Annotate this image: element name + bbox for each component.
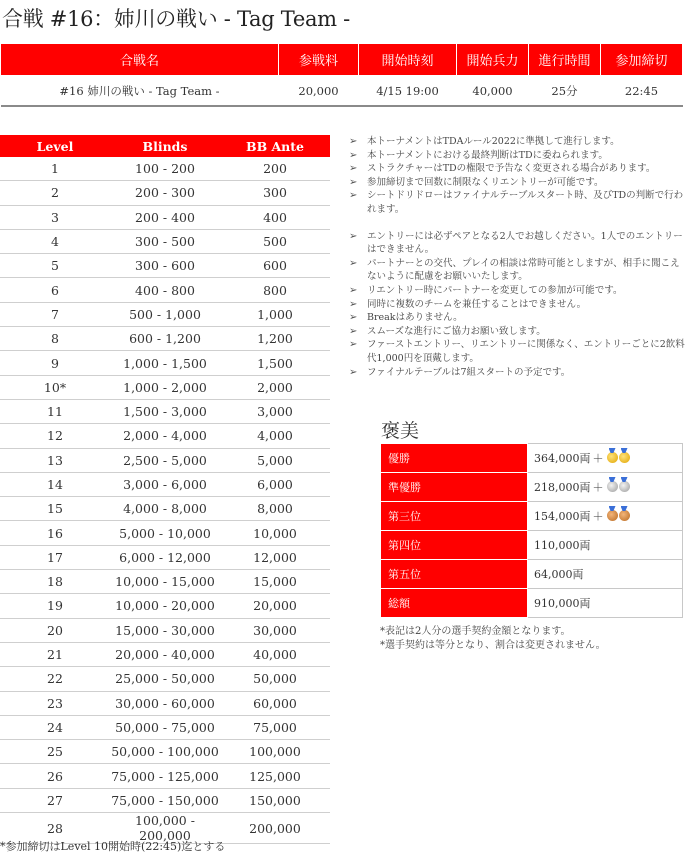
blinds-cell-level: 19 [0,594,110,618]
blinds-row [0,254,330,278]
blinds-cell-level: 10* [0,375,110,399]
gold-medal-icon [607,452,618,463]
blinds-cell-blinds: 2,500 - 5,000 [110,448,220,472]
prize-label: 第五位 [381,560,528,589]
blinds-cell-level: 3 [0,205,110,229]
prize-plus: ＋ [592,510,604,523]
blinds-cell-ante: 125,000 [220,764,330,788]
blinds-cell-ante: 1,000 [220,302,330,326]
rule-item: ➢ シートドリドローはファイナルテーブルスタート時、及びTDの判断で行われます。 [349,189,685,216]
blinds-row [0,327,330,351]
blinds-cell-level: 8 [0,327,110,351]
blinds-row [0,205,330,229]
blinds-row [0,278,330,302]
rule-item: ➢ スムーズな進行にご協力お願い致します。 [349,325,685,339]
blinds-cell-level: 2 [0,181,110,205]
blinds-cell-level: 5 [0,254,110,278]
prize-amount: 110,000両 [534,539,591,552]
blinds-cell-blinds: 1,500 - 3,000 [110,399,220,423]
blinds-cell-ante: 30,000 [220,618,330,642]
blinds-cell-blinds: 15,000 - 30,000 [110,618,220,642]
blinds-footnote: *参加締切はLevel 10開始時(22:45)迄とする [0,840,226,853]
blinds-cell-level: 1 [0,157,110,181]
blinds-cell-blinds: 100,000 - 200,000 [110,813,220,844]
prize-value-cell [528,531,683,560]
blinds-row [0,302,330,326]
summary-header-start: 開始時刻 [359,44,457,76]
blinds-cell-level: 15 [0,497,110,521]
blinds-cell-level: 9 [0,351,110,375]
prize-label: 総額 [381,589,528,618]
blinds-cell-blinds: 10,000 - 15,000 [110,570,220,594]
page-title: 合戦 #16：姉川の戦い - Tag Team - [2,7,350,31]
blinds-cell-ante: 60,000 [220,691,330,715]
rule-item: ➢ リエントリー時にパートナーを変更しての参加が可能です。 [349,284,685,298]
blinds-cell-level: 21 [0,642,110,666]
blinds-row [0,181,330,205]
blinds-cell-ante: 8,000 [220,497,330,521]
blinds-header-level: Level [0,135,110,157]
prize-row [381,444,683,473]
blinds-cell-level: 25 [0,740,110,764]
blinds-cell-level: 6 [0,278,110,302]
summary-late-reg: 22:45 [601,76,683,107]
blinds-cell-level: 18 [0,570,110,594]
blinds-row [0,351,330,375]
blinds-cell-ante: 3,000 [220,399,330,423]
summary-header-late-reg: 参加締切 [601,44,683,76]
blinds-cell-blinds: 75,000 - 125,000 [110,764,220,788]
prize-amount: 64,000両 [534,568,584,581]
blinds-cell-blinds: 5,000 - 10,000 [110,521,220,545]
blinds-row [0,594,330,618]
prize-row [381,473,683,502]
blinds-cell-level: 26 [0,764,110,788]
rule-item: ➢ 本トーナメントにおける最終判断はTDに委ねられます。 [349,149,685,163]
prize-amount: 154,000両 [534,510,591,523]
blinds-cell-level: 16 [0,521,110,545]
blinds-cell-ante: 100,000 [220,740,330,764]
rule-item: ➢ パートナーとの交代、プレイの相談は常時可能としますが、相手に聞こえないように配慮をお願いいたします。 [349,257,685,284]
blinds-cell-level: 7 [0,302,110,326]
prize-amount: 910,000両 [534,597,591,610]
blinds-row [0,229,330,253]
rule-item: ➢ Breakはありません。 [349,311,685,325]
blinds-header-row [0,135,330,157]
rules-list [349,135,685,379]
rule-item: ➢ ストラクチャーはTDの権限で予告なく変更される場合があります。 [349,162,685,176]
blinds-row [0,667,330,691]
prize-label: 第三位 [381,502,528,531]
blinds-cell-blinds: 4,000 - 8,000 [110,497,220,521]
prize-amount: 364,000両 [534,452,591,465]
blinds-cell-level: 24 [0,715,110,739]
blinds-cell-ante: 50,000 [220,667,330,691]
blinds-cell-blinds: 300 - 500 [110,229,220,253]
summary-header-row [1,44,683,76]
blinds-row [0,642,330,666]
blinds-row [0,788,330,812]
prize-plus: ＋ [592,452,604,465]
blinds-cell-blinds: 3,000 - 6,000 [110,472,220,496]
prize-note: *選手契約は等分となり、割合は変更されません。 [380,640,606,651]
prize-value-cell [528,473,683,502]
blinds-cell-ante: 150,000 [220,788,330,812]
blinds-cell-blinds: 25,000 - 50,000 [110,667,220,691]
blinds-cell-ante: 600 [220,254,330,278]
summary-header-name: 合戦名 [1,44,279,76]
blinds-cell-blinds: 1,000 - 1,500 [110,351,220,375]
prize-value-cell [528,589,683,618]
prize-plus: ＋ [592,481,604,494]
blinds-cell-level: 22 [0,667,110,691]
rule-item: ➢ ファーストエントリー、リエントリーに関係なく、エントリーごとに2飲料代1,000円を頂戴します。 [349,338,685,365]
blinds-row [0,448,330,472]
blinds-cell-level: 23 [0,691,110,715]
blinds-row [0,740,330,764]
prize-row [381,589,683,618]
blinds-cell-blinds: 20,000 - 40,000 [110,642,220,666]
prize-notes [380,625,606,653]
summary-start-time: 4/15 19:00 [359,76,457,107]
blinds-cell-level: 20 [0,618,110,642]
rule-item: ➢ ファイナルテーブルは7組スタートの予定です。 [349,366,685,380]
blinds-row [0,521,330,545]
blinds-cell-blinds: 500 - 1,000 [110,302,220,326]
blinds-header-ante: BB Ante [220,135,330,157]
blinds-row [0,157,330,181]
blinds-cell-ante: 12,000 [220,545,330,569]
blinds-cell-blinds: 30,000 - 60,000 [110,691,220,715]
blinds-cell-blinds: 75,000 - 150,000 [110,788,220,812]
blinds-cell-ante: 500 [220,229,330,253]
blinds-cell-level: 11 [0,399,110,423]
blinds-cell-ante: 15,000 [220,570,330,594]
prize-label: 準優勝 [381,473,528,502]
blinds-cell-blinds: 2,000 - 4,000 [110,424,220,448]
blinds-cell-blinds: 1,000 - 2,000 [110,375,220,399]
summary-starting-stack: 40,000 [457,76,529,107]
blinds-row [0,399,330,423]
blinds-cell-level: 28 [0,813,110,844]
blinds-row [0,545,330,569]
blinds-cell-ante: 800 [220,278,330,302]
silver-medal-icon [607,481,618,492]
blinds-row [0,691,330,715]
blinds-cell-ante: 5,000 [220,448,330,472]
blinds-row [0,764,330,788]
bronze-medal-icon [619,510,630,521]
blinds-cell-blinds: 200 - 400 [110,205,220,229]
blinds-cell-ante: 75,000 [220,715,330,739]
summary-header-fee: 参戦料 [279,44,359,76]
blinds-row [0,472,330,496]
blinds-header-blinds: Blinds [110,135,220,157]
summary-fee: 20,000 [279,76,359,107]
summary-header-level-time: 進行時間 [529,44,601,76]
prize-amount: 218,000両 [534,481,591,494]
blinds-row [0,497,330,521]
prize-note: *表記は2人分の選手契約金額となります。 [380,626,571,637]
bronze-medal-icon [607,510,618,521]
summary-level-time: 25分 [529,76,601,107]
blinds-row [0,375,330,399]
rule-item: ➢ 本トーナメントはTDAルール2022に準拠して進行します。 [349,135,685,149]
blinds-cell-ante: 300 [220,181,330,205]
blinds-cell-blinds: 50,000 - 75,000 [110,715,220,739]
blinds-cell-blinds: 50,000 - 100,000 [110,740,220,764]
blinds-cell-ante: 200,000 [220,813,330,844]
prize-row [381,560,683,589]
blinds-cell-level: 12 [0,424,110,448]
prize-value-cell [528,502,683,531]
prize-label: 第四位 [381,531,528,560]
silver-medal-icon [619,481,630,492]
blinds-cell-blinds: 600 - 1,200 [110,327,220,351]
prize-value-cell [528,560,683,589]
blinds-cell-ante: 4,000 [220,424,330,448]
blinds-cell-blinds: 400 - 800 [110,278,220,302]
blinds-cell-level: 27 [0,788,110,812]
blinds-cell-blinds: 200 - 300 [110,181,220,205]
blinds-cell-ante: 2,000 [220,375,330,399]
prize-title: 褒美 [381,420,420,442]
blinds-cell-ante: 10,000 [220,521,330,545]
gold-medal-icon [619,452,630,463]
blinds-row [0,424,330,448]
blinds-cell-level: 4 [0,229,110,253]
prize-row [381,502,683,531]
rule-item: ➢ 同時に複数のチームを兼任することはできません。 [349,298,685,312]
blinds-cell-blinds: 10,000 - 20,000 [110,594,220,618]
blinds-cell-blinds: 100 - 200 [110,157,220,181]
blinds-cell-ante: 6,000 [220,472,330,496]
blinds-row [0,570,330,594]
blinds-cell-blinds: 6,000 - 12,000 [110,545,220,569]
summary-event-name: #16 姉川の戦い - Tag Team - [1,76,279,107]
blinds-cell-level: 13 [0,448,110,472]
blinds-cell-ante: 200 [220,157,330,181]
blinds-table [0,135,330,844]
summary-table [0,43,683,107]
prize-table [380,443,683,618]
blinds-cell-level: 17 [0,545,110,569]
blinds-row [0,618,330,642]
summary-row [1,76,683,107]
summary-header-stack: 開始兵力 [457,44,529,76]
prize-value-cell [528,444,683,473]
blinds-cell-ante: 20,000 [220,594,330,618]
blinds-cell-ante: 400 [220,205,330,229]
blinds-cell-level: 14 [0,472,110,496]
blinds-cell-blinds: 300 - 600 [110,254,220,278]
prize-row [381,531,683,560]
prize-label: 優勝 [381,444,528,473]
blinds-cell-ante: 1,200 [220,327,330,351]
rule-item: ➢ 参加締切まで回数に制限なくリエントリーが可能です。 [349,176,685,190]
rule-item: ➢ エントリーには必ずペアとなる2人でお越しください。1人でのエントリーはできません。 [349,230,685,257]
blinds-row [0,715,330,739]
blinds-cell-ante: 40,000 [220,642,330,666]
blinds-cell-ante: 1,500 [220,351,330,375]
